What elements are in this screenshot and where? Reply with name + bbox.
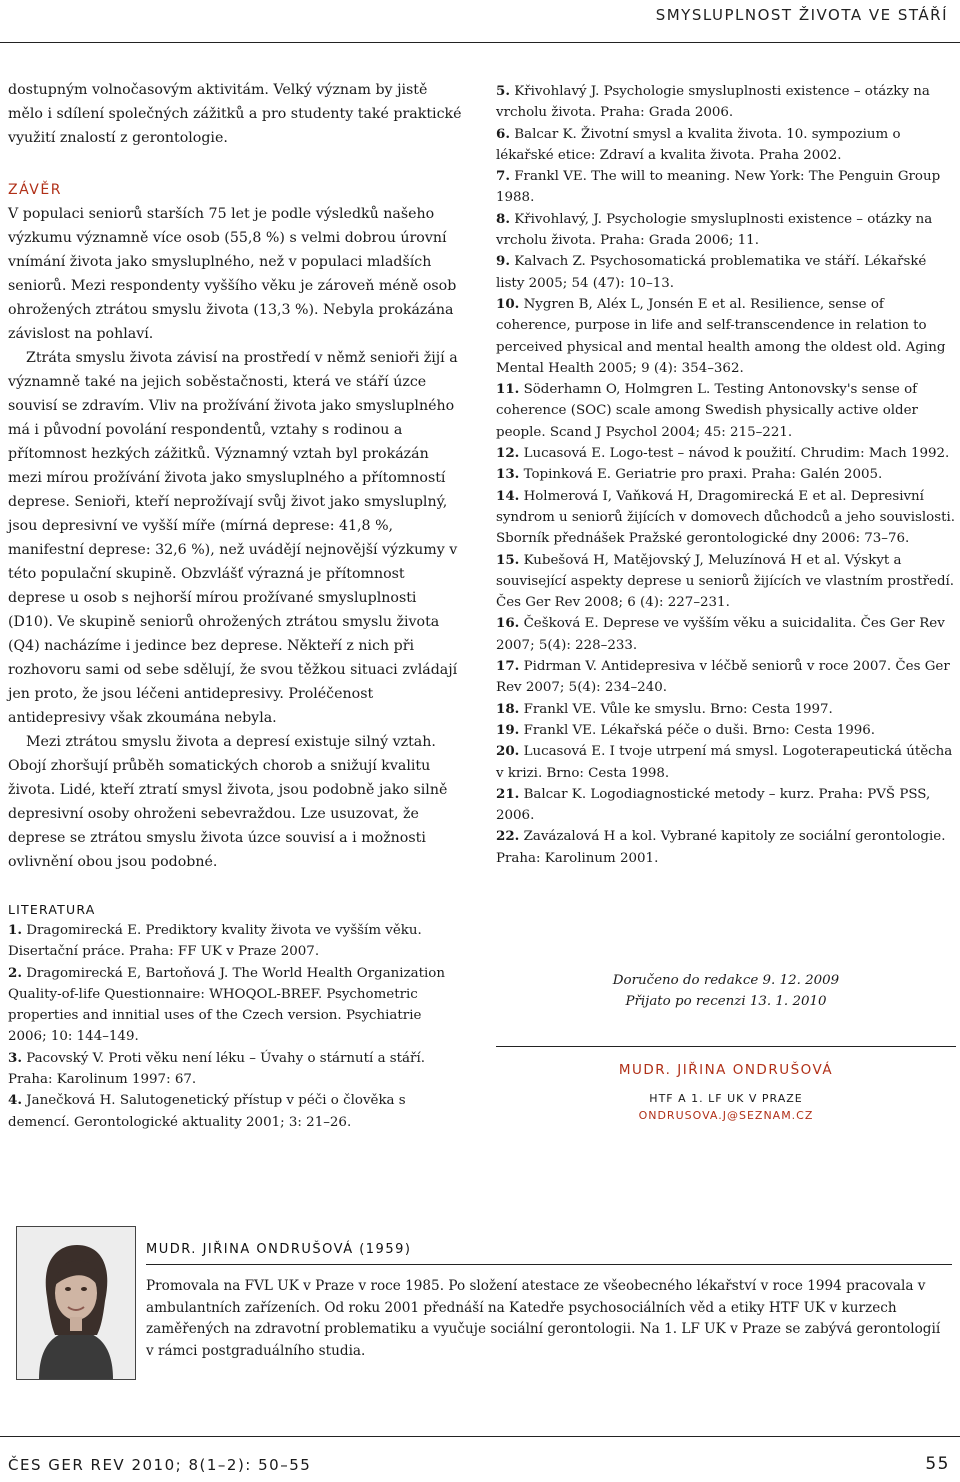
page-number: 55 bbox=[925, 1454, 950, 1474]
reference-item: 1. Dragomirecká E. Prediktory kvality života ve vyšším věku. Disertační práce. Praha: FF UK v Praze 2007. bbox=[8, 922, 422, 960]
author-rule bbox=[496, 1046, 956, 1047]
reference-list-right bbox=[496, 81, 956, 869]
footer-rule bbox=[0, 1436, 960, 1437]
reference-item: 4. Janečková H. Salutogenetický přístup v péči o člověka s demencí. Gerontologické aktuality 2001; 3: 21–26. bbox=[8, 1092, 406, 1130]
reference-item: 8. Křivohlavý, J. Psychologie smysluplnosti existence – otázky na vrcholu života. Praha: Grada 2006; 11. bbox=[496, 210, 933, 249]
submission-dates bbox=[496, 970, 956, 1012]
reference-item: 16. Češková E. Deprese ve vyšším věku a suicidalita. Čes Ger Rev 2007; 5(4): 228–233. bbox=[496, 615, 945, 653]
reference-item: 22. Zavázalová H a kol. Vybrané kapitoly ze sociální gerontologie. Praha: Karolinum 2001. bbox=[496, 828, 946, 866]
left-column bbox=[8, 78, 464, 1133]
header-rule bbox=[0, 42, 960, 43]
reference-item: 13. Topinková E. Geriatrie pro praxi. Praha: Galén 2005. bbox=[496, 466, 883, 483]
conclusion-paragraph-2: Ztráta smyslu života závisí na prostředí v němž senioři žijí a významně také na jejich soběstačnosti, která ve stáří úzce souvisí se zdravím. Vliv na prožívání života jako smysluplného má i původní povolání respondentů, vztahy s rodinou a přítomnost hezkých zážitků. Významný vztah byl prokázán mezi mírou prožívání života jako smysluplného a přítomností deprese. Senioři, kteří neprožívají svůj život jako smysluplný, jsou depresivní ve vyšší míře (mírná deprese: 41,8 %, manifestní deprese: 32,6 %), než uvádějí nejnovější výzkumy v této populační skupině. Obzvlášť výrazná je přítomnost deprese u osob s nejhorší mírou prožívané smysluplnosti (D10). Ve skupině seniorů ohrožených ztrátou smyslu života (Q4) nacházíme i jedince bez deprese. Někteří z nich při rozhovoru sami od sebe sdělují, že svou těžkou situaci zvládají jen proto, že jsou léčeni antidepresivy. Proléčenost antidepresivy však zkoumána nebyla. bbox=[8, 350, 458, 726]
reference-list-left bbox=[8, 920, 464, 1133]
reference-item: 9. Kalvach Z. Psychosomatická problematika ve stáří. Lékařské listy 2005; 54 (47): 10–13. bbox=[496, 253, 927, 291]
author-affiliation: HTF A 1. LF UK V PRAZE bbox=[649, 1092, 803, 1105]
journal-citation: ČES GER REV 2010; 8(1–2): 50–55 bbox=[8, 1456, 312, 1474]
accepted-date: Přijato po recenzi 13. 1. 2010 bbox=[625, 994, 827, 1009]
reference-item: 2. Dragomirecká E, Bartoňová J. The World Health Organization Quality-of-life Questionnaire: WHOQOL-BREF. Psychometric properties and innitial uses of the Czech version. Psychiatrie 2006; 10: 144–149. bbox=[8, 964, 445, 1045]
reference-item: 10. Nygren B, Aléx L, Jonsén E et al. Resilience, sense of coherence, purpose in life and self-transcendence in relation to perceived physical and mental health among the oldest old. Aging Mental Health 2005; 9 (4): 354–362. bbox=[496, 295, 946, 376]
author-name: MUDR. JIŘINA ONDRUŠOVÁ bbox=[618, 1062, 834, 1078]
intro-paragraph: dostupným volnočasovým aktivitám. Velký význam by jistě mělo i sdílení společných zážitků a pro studenty také praktické využití znalostí z gerontologie. bbox=[8, 82, 462, 146]
reference-item: 17. Pidrman V. Antidepresiva v léčbě seniorů v roce 2007. Čes Ger Rev 2007; 5(4): 234–240. bbox=[496, 658, 950, 696]
section-title-zaver: ZÁVĚR bbox=[8, 182, 62, 198]
literature-title: LITERATURA bbox=[8, 902, 96, 917]
reference-item: 20. Lucasová E. I tvoje utrpení má smysl. Logoterapeutická útěcha v krizi. Brno: Cesta 1998. bbox=[496, 743, 953, 781]
running-head: SMYSLUPLNOST ŽIVOTA VE STÁŘÍ bbox=[655, 6, 948, 24]
reference-item: 12. Lucasová E. Logo-test – návod k použití. Chrudim: Mach 1992. bbox=[496, 445, 950, 462]
reference-item: 7. Frankl VE. The will to meaning. New York: The Penguin Group 1988. bbox=[496, 168, 941, 206]
author-bio bbox=[8, 1218, 952, 1396]
reference-item: 19. Frankl VE. Lékařská péče o duši. Brno: Cesta 1996. bbox=[496, 721, 876, 738]
bio-rule bbox=[146, 1264, 952, 1265]
received-date: Doručeno do redakce 9. 12. 2009 bbox=[612, 973, 840, 988]
portrait-icon bbox=[17, 1227, 135, 1379]
reference-item: 6. Balcar K. Životní smysl a kvalita života. 10. sympozium o lékařské etice: Zdraví a kvalita života. Praha 2002. bbox=[496, 125, 901, 163]
reference-item: 11. Söderhamn O, Holmgren L. Testing Antonovsky's sense of coherence (SOC) scale among Swedish physically active older people. Scand J Psychol 2004; 45: 215–221. bbox=[496, 381, 918, 440]
bio-title: MUDR. JIŘINA ONDRUŠOVÁ (1959) bbox=[146, 1242, 412, 1257]
reference-item: 15. Kubešová H, Matějovský J, Meluzínová H et al. Výskyt a související aspekty deprese u seniorů žijících ve vlastním prostředí. Čes Ger Rev 2008; 6 (4): 227–231. bbox=[496, 551, 955, 611]
author-photo bbox=[16, 1226, 136, 1380]
reference-item: 14. Holmerová I, Vaňková H, Dragomirecká E et al. Depresivní syndrom u seniorů žijících v domovech důchodců a jeho souvislosti. Sborník přednášek Pražské gerontologické dny 2006: 73–76. bbox=[496, 487, 956, 547]
bio-text: Promovala na FVL UK v Praze v roce 1985. Po složení atestace ze všeobecného lékařství v roce 1994 pracovala v ambulantních zařízeních. Od roku 2001 přednáší na Katedře psychosociálních věd a etiky HTF UK v kurzech zaměřených na zdravotní problematiku a vyučuje sociální gerontologii. Na 1. LF UK v Praze se zabývá gerontologií v rámci postgraduálního studia. bbox=[146, 1278, 941, 1359]
conclusion-paragraph-1: V populaci seniorů starších 75 let je podle výsledků našeho výzkumu významně více osob (55,8 %) s velmi dobrou úrovní vnímání života jako smysluplného, než v populaci mladších seniorů. Mezi respondenty vyššího věku je zároveň méně osob ohrožených ztrátou smyslu života (13,3 %). Nebyla prokázána závislost na pohlaví. bbox=[8, 206, 457, 342]
reference-item: 5. Křivohlavý J. Psychologie smysluplnosti existence – otázky na vrcholu života. Praha: Grada 2006. bbox=[496, 83, 930, 121]
reference-item: 3. Pacovský V. Proti věku není léku – Úvahy o stárnutí a stáří. Praha: Karolinum 1997: 67. bbox=[8, 1049, 425, 1088]
author-block bbox=[496, 1062, 956, 1122]
conclusion-paragraph-3: Mezi ztrátou smyslu života a depresí existuje silný vztah. Obojí zhoršují průběh somatických chorob a snižují kvalitu života. Lidé, kteří ztratí smysl života, jsou podobně jako silně depresivní osoby ohroženi sebevraždou. Lze usuzovat, že deprese se ztrátou smyslu života úzce souvisí a i možnosti ovlivnění obou jsou podobné. bbox=[8, 734, 448, 870]
reference-item: 18. Frankl VE. Vůle ke smyslu. Brno: Cesta 1997. bbox=[496, 700, 833, 717]
author-email-link[interactable]: ONDRUSOVA.J@SEZNAM.CZ bbox=[638, 1109, 814, 1122]
reference-item: 21. Balcar K. Logodiagnostické metody – kurz. Praha: PVŠ PSS, 2006. bbox=[496, 785, 931, 824]
